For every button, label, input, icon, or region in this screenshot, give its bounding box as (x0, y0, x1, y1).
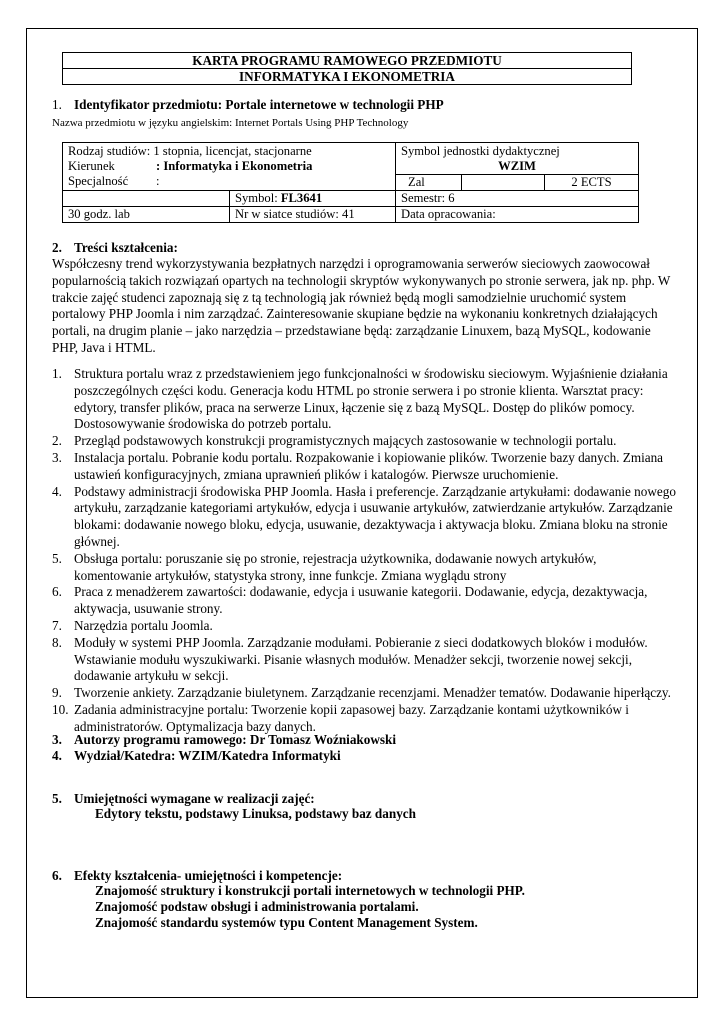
study-type: Rodzaj studiów: 1 stopnia, licencjat, stacjonarne (68, 144, 312, 158)
list-item (52, 584, 676, 618)
list-item-number: 3. (52, 449, 62, 465)
section-5-heading (52, 791, 315, 806)
study-info-cell (63, 143, 396, 191)
section-3-number: 3. (52, 732, 62, 747)
unit-symbol-label: Symbol jednostki dydaktycznej (401, 144, 560, 158)
ects-cell: 2 ECTS (545, 175, 639, 191)
section-2-heading (52, 240, 178, 255)
section-4-title: Wydział/Katedra: WZIM/Katedra Informatyki (74, 748, 341, 763)
section-6-line: Znajomość struktury i konstrukcji portali internetowych w technologii PHP. (95, 883, 525, 898)
header-subtitle: INFORMATYKA I EKONOMETRIA (63, 68, 631, 84)
list-item-number: 5. (52, 550, 62, 566)
list-item-text: Moduły w systemi PHP Joomla. Zarządzanie modułami. Pobieranie z sieci dodatkowych bloków i modułów. Wstawianie modułu wyszukiwarki. Pisanie własnych modułów. Menadżer sekcji, tworzenie nowej sekcji, dodawanie artykułu w sekcji. (74, 634, 648, 684)
list-item-text: Praca z menadżerem zawartości: dodawanie, edycja i usuwanie kategorii. Dodawanie, edycja, dezaktywacja, aktywacja, usuwanie strony. (74, 584, 648, 617)
section-3-heading (52, 732, 396, 747)
specjalnosc-label: Specjalność (68, 174, 129, 188)
list-item (52, 702, 676, 736)
list-item-text: Tworzenie ankiety. Zarządzanie biuletynem. Zarządzanie recenzjami. Menadżer tematów. Dodawanie hiperłączy. (74, 685, 671, 701)
section-5-title: Umiejętności wymagane w realizacji zajęć: (74, 791, 315, 806)
section-6-heading (52, 868, 342, 883)
section-6-line: Znajomość podstaw obsługi i administrowania portalami. (95, 899, 419, 914)
kierunek-row (68, 159, 390, 174)
section-2-title: Treści kształcenia: (74, 240, 178, 255)
list-item (52, 433, 676, 450)
english-name: Nazwa przedmiotu w języku angielskim: Internet Portals Using PHP Technology (52, 117, 409, 129)
list-item-number: 10. (52, 701, 69, 717)
list-item-text: Obsługa portalu: poruszanie się po stronie, rejestracja użytkownika, dodawanie nowych artykułów, komentowanie artykułów, statystyka strony, inne funkcje. Zmiana wyglądu strony (74, 550, 597, 583)
empty-cell (63, 191, 230, 207)
list-item (52, 685, 676, 702)
unit-symbol-cell (396, 143, 639, 175)
semester-cell: Semestr: 6 (396, 191, 639, 207)
list-item (52, 551, 676, 585)
document-header (62, 52, 632, 85)
symbol-label: Symbol: (235, 191, 281, 205)
section-5-number: 5. (52, 791, 62, 806)
section-6-title: Efekty kształcenia- umiejętności i kompetencje: (74, 868, 343, 883)
section-4-heading (52, 748, 341, 763)
list-item-number: 8. (52, 634, 62, 650)
section-4-number: 4. (52, 748, 62, 763)
unit-symbol-value: WZIM (498, 159, 536, 173)
empty-cell (462, 175, 545, 191)
symbol-cell (230, 191, 396, 207)
section-5-body: Edytory tekstu, podstawy Linuksa, podstawy baz danych (95, 806, 416, 821)
date-cell: Data opracowania: (396, 207, 639, 223)
section-1-heading (52, 97, 444, 112)
list-item-number: 6. (52, 584, 62, 600)
kierunek-value: : Informatyka i Ekonometria (156, 159, 313, 173)
section-6-line: Znajomość standardu systemów typu Content Management System. (95, 915, 478, 930)
course-info-table (62, 142, 639, 223)
list-item (52, 366, 676, 433)
section-3-title: Autorzy programu ramowego: Dr Tomasz Woźniakowski (74, 732, 396, 747)
section-1-number: 1. (52, 97, 62, 112)
list-item-number: 7. (52, 617, 62, 633)
list-item-text: Przegląd podstawowych konstrukcji programistycznych mających zastosowanie w technologii portalu. (74, 433, 617, 449)
topics-list (52, 366, 676, 736)
list-item-number: 2. (52, 433, 62, 449)
list-item (52, 635, 676, 685)
hours-cell: 30 godz. lab (63, 207, 230, 223)
section-6-number: 6. (52, 868, 62, 883)
section-1-title: Identyfikator przedmiotu: Portale internetowe w technologii PHP (74, 97, 444, 112)
section-2-intro: Współczesny trend wykorzystywania bezpłatnych narzędzi i oprogramowania serwerów sieciowych zaowocował popularnością takich rozwiązań opartych na technologii skryptów wykonywanych po stronie serwera, jak np. php. W trakcie zajęć studenci zapoznają się z tą technologią jak również będą mogli samodzielnie uruchomić system portalowy PHP Joomla i nim zarządzać. Zainteresowanie skupiane będzie na wykonaniu konkretnych działających portali, na drugim planie – jako narzędzia – przedstawiane będą: zarządzanie Linuxem, bazą MySQL, kodowanie PHP, Java i HTML. (52, 256, 671, 355)
zal-cell: Zal (396, 175, 462, 191)
grid-number-cell: Nr w siatce studiów: 41 (230, 207, 396, 223)
list-item-text: Podstawy administracji środowiska PHP Joomla. Hasła i preferencje. Zarządzanie artykułami: dodawanie nowego artykułu, zarządzanie kategoriami artykułów, edycja i usuwanie artykułów, zatwierdzanie artykułów. Zarządzanie blokami: dodawanie nowego bloku, edycja, usuwanie, dezaktywacja i aktywacja bloku. Zmiana bloku na stronie głównej. (74, 483, 676, 549)
section-2-number: 2. (52, 240, 62, 255)
specjalnosc-row (68, 174, 390, 189)
list-item-text: Narzędzia portalu Joomla. (74, 617, 213, 633)
list-item (52, 450, 676, 484)
list-item-text: Zadania administracyjne portalu: Tworzenie kopii zapasowej bazy. Zarządzanie kontami użytkowników i administratorów. Optymalizacja bazy danych. (74, 701, 629, 734)
list-item-number: 1. (52, 366, 62, 381)
symbol-value: FL3641 (280, 191, 323, 205)
list-item-number: 4. (52, 483, 62, 499)
specjalnosc-value: : (156, 174, 160, 188)
header-title: KARTA PROGRAMU RAMOWEGO PRZEDMIOTU (192, 53, 502, 68)
list-item-text: Struktura portalu wraz z przedstawieniem jego funkcjonalności w środowisku sieciowym. Wyjaśnienie działania poszczególnych części kodu. Generacja kodu HTML po stronie serwera i po stronie klienta. Warsztat pracy: edytory, transfer plików, praca na serwerze Linux, łączenie się z bazą MySQL. Dostęp do plików pomocy. Dostosowywanie środowiska do potrzeb portalu. (74, 366, 668, 432)
list-item (52, 618, 676, 635)
list-item (52, 484, 676, 551)
list-item-number: 9. (52, 685, 62, 701)
list-item-text: Instalacja portalu. Pobranie kodu portalu. Rozpakowanie i kopiowanie plików. Tworzenie bazy danych. Zmiana ustawień konfiguracyjnych, zmiana uprawnień plików i katalogów. Pierwsze uruchomienie. (74, 449, 664, 482)
kierunek-label: Kierunek (68, 159, 115, 173)
